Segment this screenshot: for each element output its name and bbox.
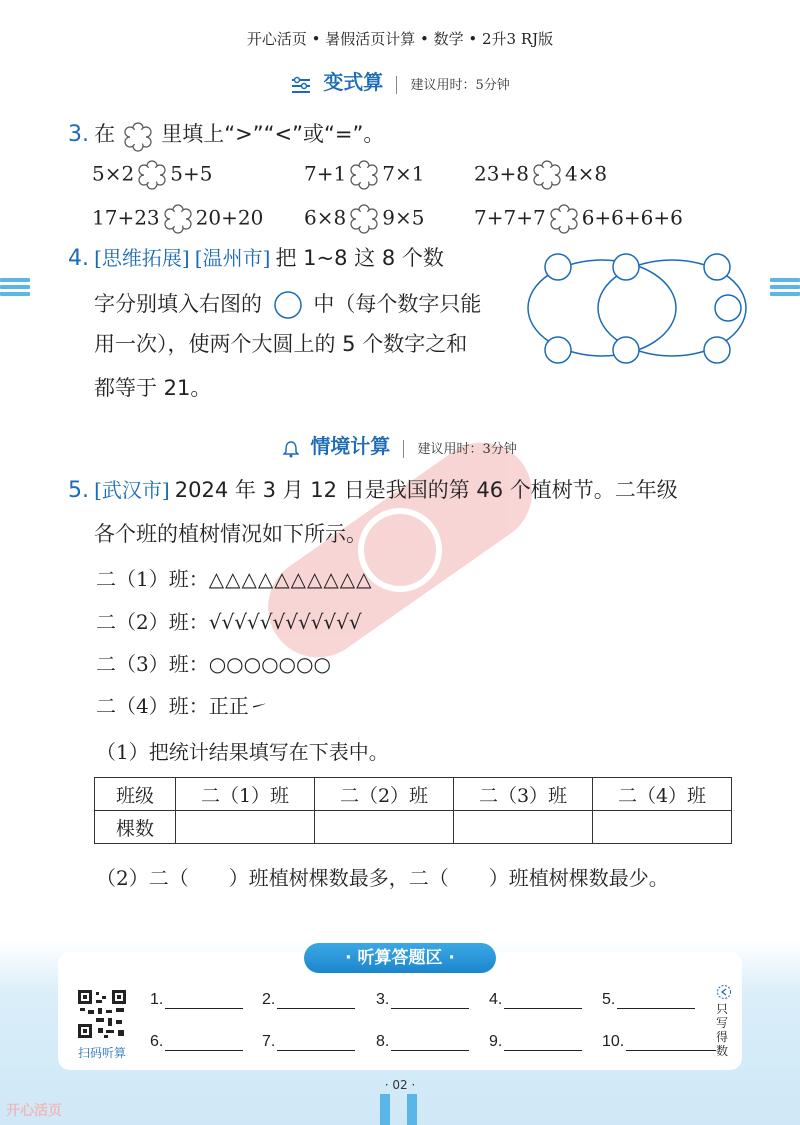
answer-blank[interactable] [277, 990, 355, 1009]
table-header-row [95, 778, 732, 811]
answer-item: 2. [262, 990, 355, 1009]
question-number: 5. [68, 478, 89, 503]
answer-blank[interactable] [626, 1032, 716, 1051]
tag-wuhan: [武汉市] [94, 478, 170, 502]
two-circles-diagram [522, 242, 750, 374]
question-text: 把 1~8 这 8 个数 [275, 246, 444, 270]
expression: 6×8 9×5 [304, 204, 424, 234]
answer-area-title: · 听算答题区 · [304, 943, 496, 973]
class-tally: 二（4）班：正正㇀ [96, 694, 269, 718]
question-4-line-4: 都等于 21。 [94, 376, 212, 400]
answer-blank[interactable] [504, 1032, 582, 1051]
table-row [95, 811, 732, 844]
answer-blank[interactable] [391, 1032, 469, 1051]
section-title-bar-2 [0, 430, 800, 459]
table-header: 二（1）班 [176, 778, 315, 811]
table-header: 班级 [95, 778, 176, 811]
qr-code-icon[interactable] [76, 988, 128, 1040]
class-tally: 二（1）班：△△△△△△△△△△ [96, 567, 373, 591]
number-slot[interactable] [613, 254, 639, 280]
answer-blank[interactable] [504, 990, 582, 1009]
answer-item: 8. [376, 1032, 469, 1051]
table-answer-cell[interactable] [593, 811, 732, 844]
answer-blank[interactable] [165, 990, 243, 1009]
question-5-line-1 [68, 474, 678, 504]
question-4-line-3: 用一次），使两个大圆上的 5 个数字之和 [94, 332, 468, 356]
section-time-note: 建议用时：3分钟 [417, 442, 517, 457]
binding-bar [380, 1094, 390, 1125]
tag-wenzhou: [温州市] [194, 246, 271, 270]
tag-thinking: [思维拓展] [94, 246, 190, 270]
flower-blank-icon[interactable] [137, 160, 167, 190]
expression: 7+7+7 6+6+6+6 [474, 204, 683, 234]
table-row-label: 棵数 [95, 811, 176, 844]
table-header: 二（3）班 [454, 778, 593, 811]
answer-item: 7. [262, 1032, 355, 1051]
flower-blank-icon[interactable] [549, 204, 579, 234]
question-text: 在 [94, 122, 116, 146]
question-text-2: 里填上“>”“<”或“=”。 [161, 122, 385, 146]
answer-item: 3. [376, 990, 469, 1009]
table-answer-cell[interactable] [454, 811, 593, 844]
section-title-bar [0, 66, 800, 95]
expression: 5×2 5+5 [92, 160, 212, 190]
class-tally: 二（3）班：○○○○○○○ [96, 652, 331, 676]
bottom-logo: 开心活页 [6, 1103, 62, 1119]
sliders-icon [290, 76, 312, 94]
flower-blank-icon[interactable] [349, 160, 379, 190]
page-number: · 02 · [384, 1078, 416, 1092]
question-number: 3. [68, 122, 89, 147]
question-4-line-1 [68, 242, 444, 272]
section-time-note: 建议用时：5分钟 [410, 78, 510, 93]
flower-blank-icon[interactable] [349, 204, 379, 234]
question-number: 4. [68, 246, 89, 271]
question-5-line-2: 各个班的植树情况如下所示。 [94, 522, 367, 546]
section-title: 情境计算 [310, 434, 391, 458]
flower-blank-icon[interactable] [532, 160, 562, 190]
left-margin-marker [0, 278, 30, 294]
section-title: 变式算 [323, 70, 384, 94]
binding-bar [407, 1094, 417, 1125]
tally-table [94, 777, 732, 844]
answer-blank[interactable] [391, 990, 469, 1009]
circle-blank-icon [273, 290, 303, 320]
right-margin-marker [770, 278, 800, 294]
table-header: 二（2）班 [315, 778, 454, 811]
side-note: 只写得数 [716, 1002, 729, 1058]
pointer-icon [716, 984, 732, 1000]
sub-question-2: （2）二（ ）班植树棵数最多，二（ ）班植树棵数最少。 [96, 866, 669, 890]
table-header: 二（4）班 [593, 778, 732, 811]
answer-item: 9. [489, 1032, 582, 1051]
answer-item: 6. [150, 1032, 243, 1051]
sub-question-1: （1）把统计结果填写在下表中。 [96, 740, 389, 764]
number-slot[interactable] [545, 337, 571, 363]
answer-item: 4. [489, 990, 582, 1009]
bell-icon [283, 440, 299, 458]
number-slot[interactable] [613, 337, 639, 363]
flower-blank-icon[interactable] [163, 204, 193, 234]
answer-item: 5. [602, 990, 695, 1009]
question-text: 2024 年 3 月 12 日是我国的第 46 个植树节。二年级 [174, 478, 678, 502]
expression: 7+1 7×1 [304, 160, 424, 190]
qr-caption: 扫码听算 [77, 1046, 126, 1060]
page-header: 开心活页 • 暑假活页计算 • 数学 • 2升3 RJ版 [246, 30, 554, 48]
class-tally: 二（2）班：√√√√√√√√√√√√ [96, 610, 362, 634]
answer-item: 10. [602, 1032, 716, 1051]
answer-item: 1. [150, 990, 243, 1009]
answer-blank[interactable] [617, 990, 695, 1009]
answer-blank[interactable] [277, 1032, 355, 1051]
expression-row-1 [92, 160, 732, 204]
answer-blank[interactable] [165, 1032, 243, 1051]
expression: 23+8 4×8 [474, 160, 607, 190]
question-3-prompt [68, 118, 384, 152]
number-slot[interactable] [704, 254, 730, 280]
expression: 17+23 20+20 [92, 204, 263, 234]
flower-blank-icon [123, 122, 153, 152]
number-slot[interactable] [715, 295, 741, 321]
question-4-line-2: 字分别填入右图的 中（每个数字只能 [94, 288, 481, 320]
number-slot[interactable] [545, 254, 571, 280]
table-answer-cell[interactable] [315, 811, 454, 844]
table-answer-cell[interactable] [176, 811, 315, 844]
question-3-expressions [92, 160, 732, 248]
number-slot[interactable] [704, 337, 730, 363]
